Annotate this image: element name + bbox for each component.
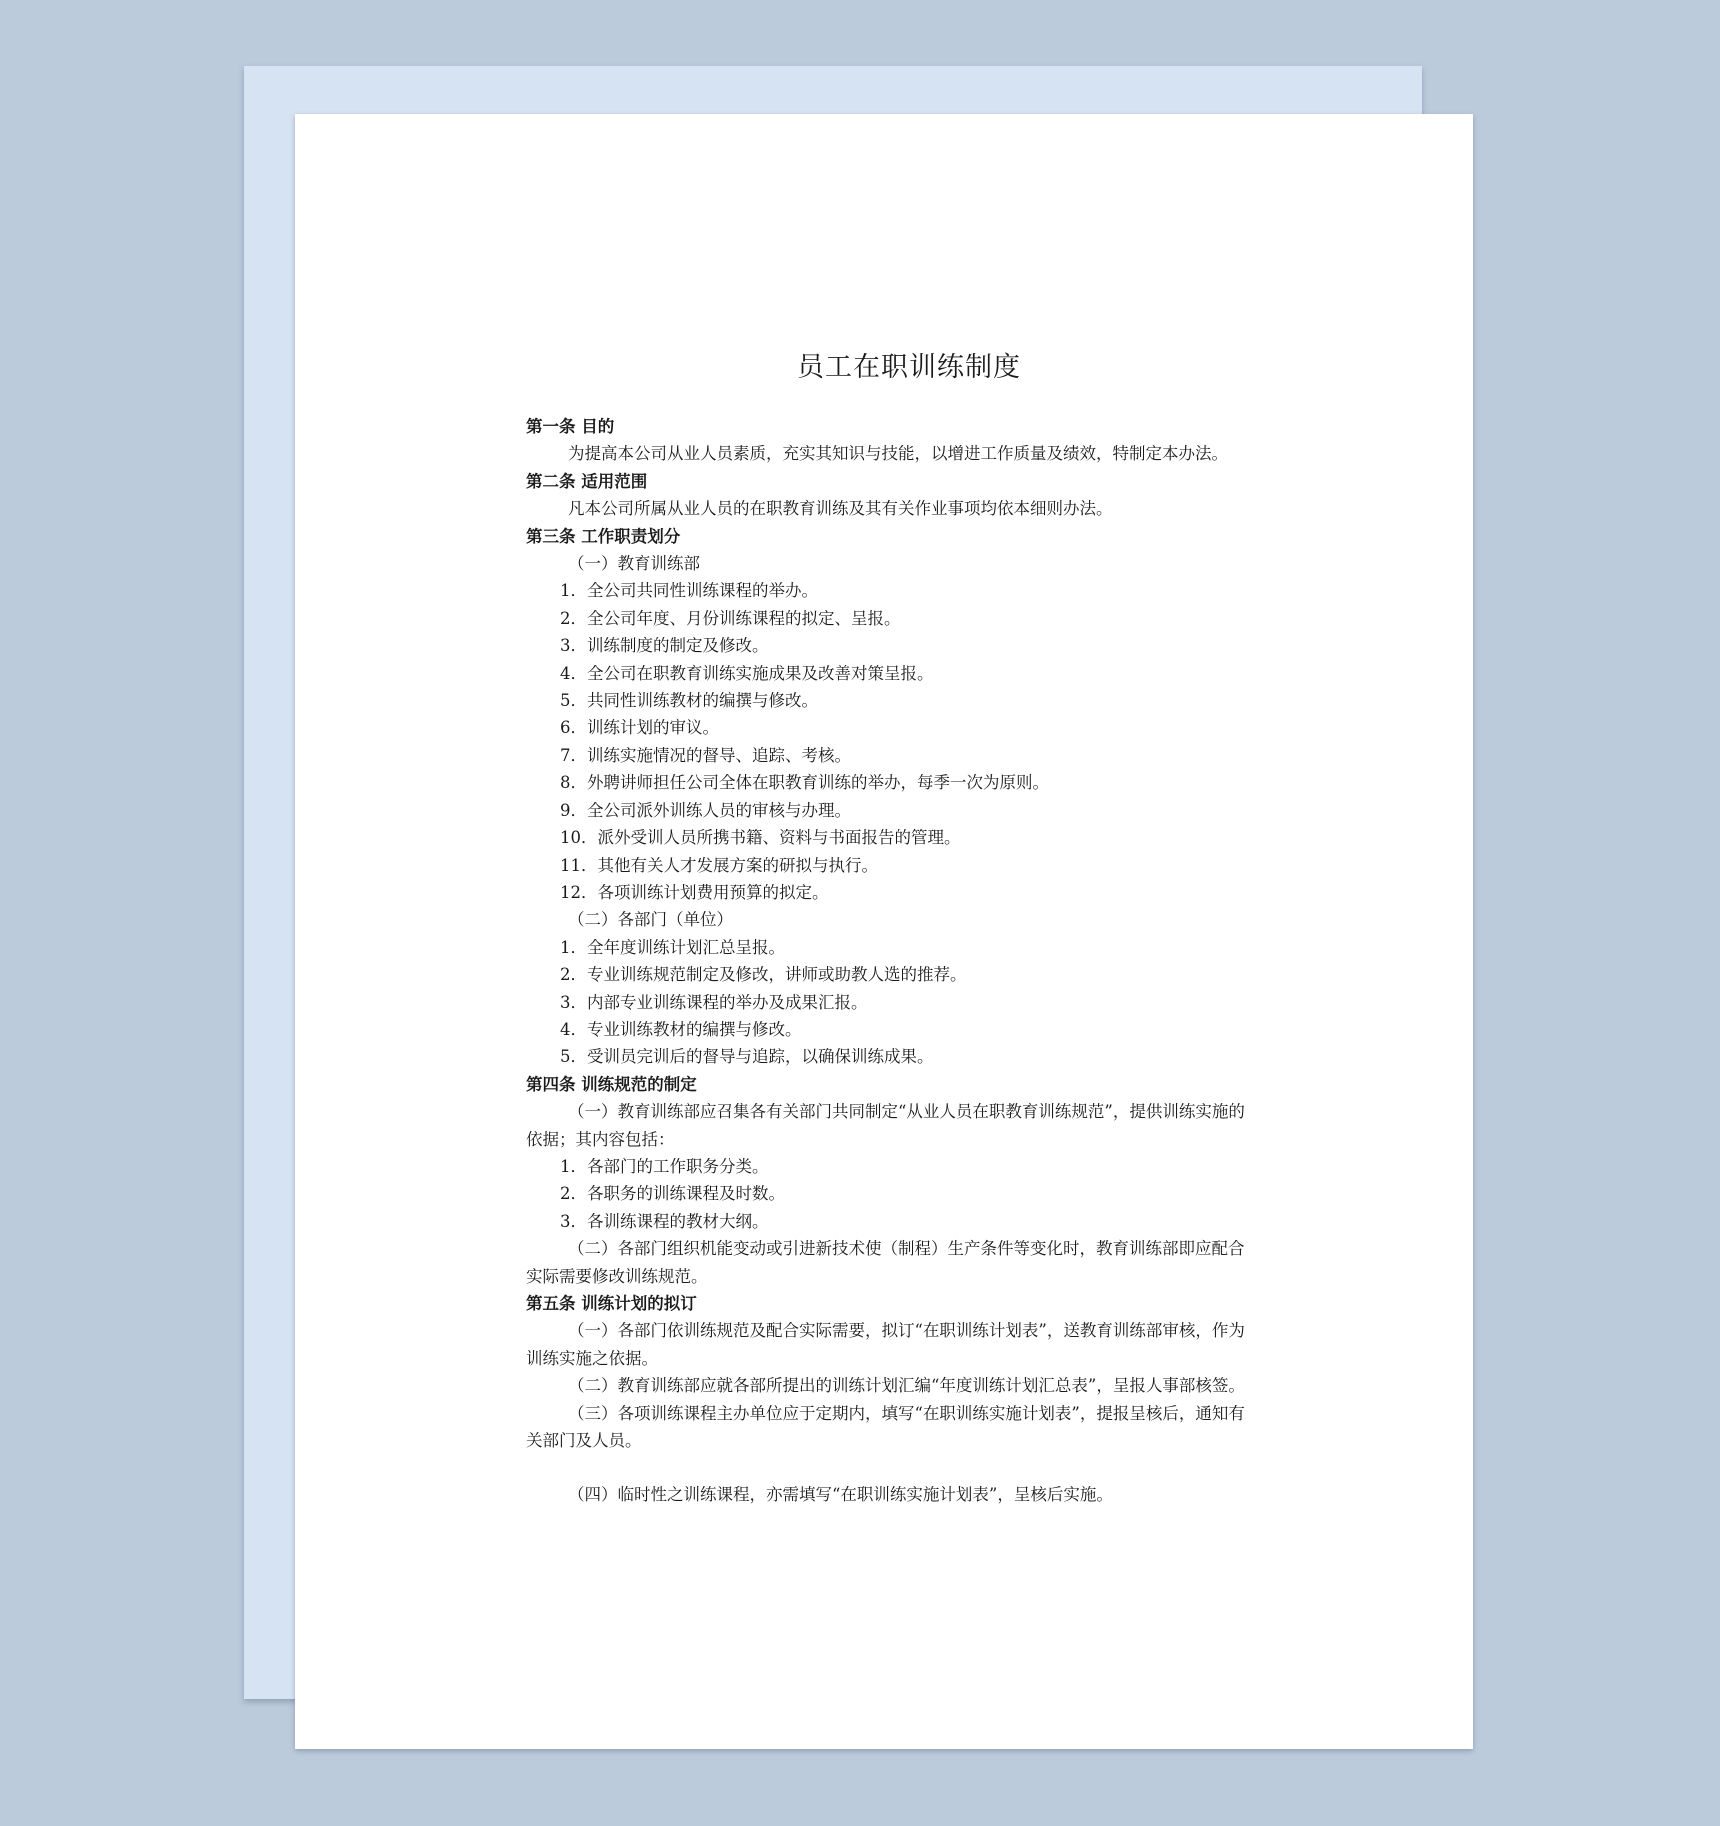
- list-item: 5．受训员完训后的督导与追踪，以确保训练成果。: [560, 1047, 934, 1067]
- list-item: 9．全公司派外训练人员的审核与办理。: [560, 800, 851, 820]
- article-heading: 第五条 训练计划的拟订: [526, 1294, 697, 1313]
- list-item: 11．其他有关人才发展方案的研拟与执行。: [560, 855, 878, 875]
- document-lines: [526, 413, 1292, 1509]
- paragraph: 为提高本公司从业人员素质，充实其知识与技能，以增进工作质量及绩效，特制定本办法。: [568, 444, 1228, 464]
- list-item: 2．专业训练规范制定及修改，讲师或助教人选的推荐。: [560, 965, 967, 985]
- list-item: 8．外聘讲师担任公司全体在职教育训练的举办，每季一次为原则。: [560, 773, 1049, 793]
- subsection-line: （四）临时性之训练课程，亦需填写“在职训练实施计划表”，呈核后实施。: [568, 1485, 1113, 1505]
- list-item: 6．训练计划的审议。: [560, 718, 719, 738]
- article-heading: 第一条 目的: [526, 417, 615, 436]
- document-body: [526, 350, 1292, 1509]
- list-item: 3．各训练课程的教材大纲。: [560, 1211, 769, 1231]
- list-item: 10．派外受训人员所携书籍、资料与书面报告的管理。: [560, 828, 961, 848]
- continuation-line: 实际需要修改训练规范。: [526, 1266, 708, 1286]
- list-item: 3．训练制度的制定及修改。: [560, 636, 769, 656]
- list-item: 7．训练实施情况的督导、追踪、考核。: [560, 745, 851, 765]
- subsection-line: （一）教育训练部应召集各有关部门共同制定“从业人员在职教育训练规范”，提供训练实施的: [568, 1102, 1245, 1122]
- document-title: 员工在职训练制度: [797, 352, 1021, 383]
- subsection-line: （一）教育训练部: [568, 554, 700, 574]
- list-item: 12．各项训练计划费用预算的拟定。: [560, 882, 829, 902]
- list-item: 4．全公司在职教育训练实施成果及改善对策呈报。: [560, 663, 934, 683]
- list-item: 1．全年度训练计划汇总呈报。: [560, 937, 785, 957]
- continuation-line: 训练实施之依据。: [526, 1348, 658, 1368]
- document-page: [295, 114, 1473, 1749]
- article-heading: 第三条 工作职责划分: [526, 526, 681, 546]
- continuation-line: 依据；其内容包括：: [526, 1129, 675, 1149]
- subsection-line: （二）各部门组织机能变动或引进新技术使（制程）生产条件等变化时，教育训练部即应配合: [568, 1239, 1245, 1259]
- list-item: 5．共同性训练教材的编撰与修改。: [560, 691, 818, 711]
- list-item: 2．各职务的训练课程及时数。: [560, 1184, 785, 1204]
- list-item: 4．专业训练教材的编撰与修改。: [560, 1019, 802, 1039]
- list-item: 1．各部门的工作职务分类。: [560, 1156, 769, 1176]
- subsection-line: （一）各部门依训练规范及配合实际需要，拟订“在职训练计划表”，送教育训练部审核，作为: [568, 1321, 1245, 1341]
- continuation-line: 关部门及人员。: [526, 1431, 642, 1451]
- article-heading: 第四条 训练规范的制定: [526, 1074, 697, 1094]
- list-item: 3．内部专业训练课程的举办及成果汇报。: [560, 992, 868, 1012]
- paragraph: 凡本公司所属从业人员的在职教育训练及其有关作业事项均依本细则办法。: [568, 499, 1113, 519]
- article-heading: 第二条 适用范围: [526, 471, 648, 491]
- subsection-line: （三）各项训练课程主办单位应于定期内，填写“在职训练实施计划表”，提报呈核后，通知有: [568, 1403, 1245, 1423]
- subsection-line: （二）教育训练部应就各部所提出的训练计划汇编“年度训练计划汇总表”，呈报人事部核签。: [568, 1376, 1245, 1396]
- subsection-line: （二）各部门（单位）: [568, 910, 733, 930]
- list-item: 2．全公司年度、月份训练课程的拟定、呈报。: [560, 608, 901, 628]
- list-item: 1．全公司共同性训练课程的举办。: [560, 581, 818, 601]
